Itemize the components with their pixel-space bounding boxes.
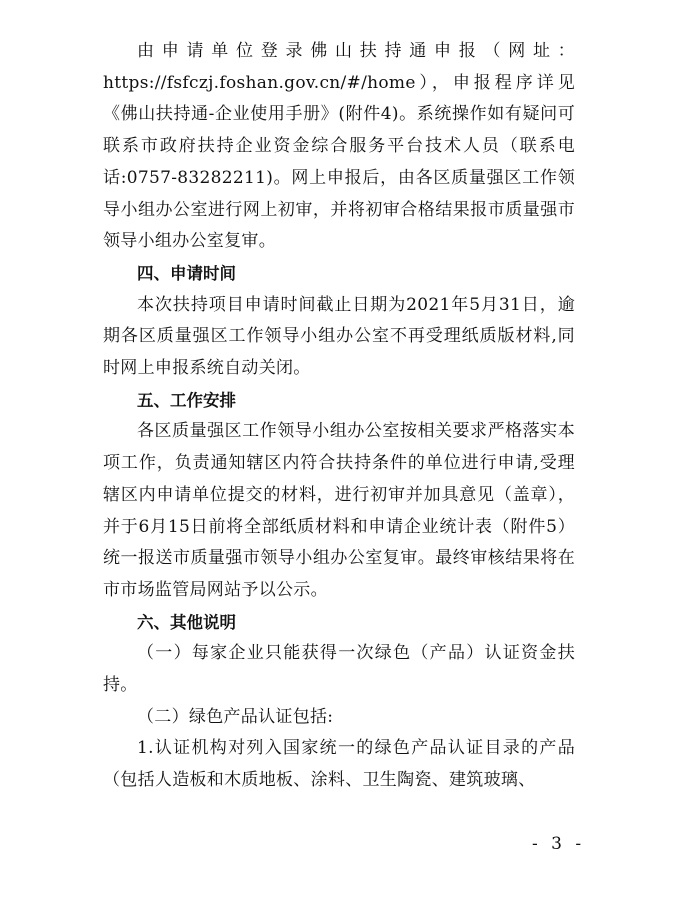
heading-application-time: 四、申请时间	[137, 263, 236, 283]
page-number: - 3 -	[532, 834, 586, 854]
paragraph-work-arrangement: 各区质量强区工作领导小组办公室按相关要求严格落实本项工作，负责通知辖区内符合扶持条件的单位进行申请,受理辖区内申请单位提交的材料，进行初审并加具意见（盖章），并于6月15日前将全部纸质材料和申请企业统计表（附件5）统一报送市质量强市领导小组办公室复审。最终审核结果将在市市场监管局网站予以公示。	[103, 421, 575, 600]
heading-work-arrangement: 五、工作安排	[137, 390, 236, 410]
paragraph-note-one: （一）每家企业只能获得一次绿色（产品）认证资金扶持。	[103, 643, 575, 696]
paragraph-deadline: 本次扶持项目申请时间截止日期为2021年5月31日，逾期各区质量强区工作领导小组办公室不再受理纸质版材料,同时网上申报系统自动关闭。	[103, 294, 575, 379]
paragraph-certification-item: 1.认证机构对列入国家统一的绿色产品认证目录的产品（包括人造板和木质地板、涂料、卫生陶瓷、建筑玻璃、	[103, 738, 575, 791]
paragraph-note-two: （二）绿色产品认证包括:	[137, 706, 334, 727]
heading-other-notes: 六、其他说明	[137, 612, 236, 632]
document-body	[103, 36, 575, 797]
paragraph-online-application: 由申请单位登录佛山扶持通申报（网址：https://fsfczj.foshan.gov.cn/#/home），申报程序详见《佛山扶持通-企业使用手册》(附件4)。系统操作如有疑问可联系市政府扶持企业资金综合服务平台技术人员（联系电话:0757-83282211)。网上申报后，由各区质量强区工作领导小组办公室进行网上初审，并将初审合格结果报市质量强市领导小组办公室复审。	[103, 41, 575, 252]
